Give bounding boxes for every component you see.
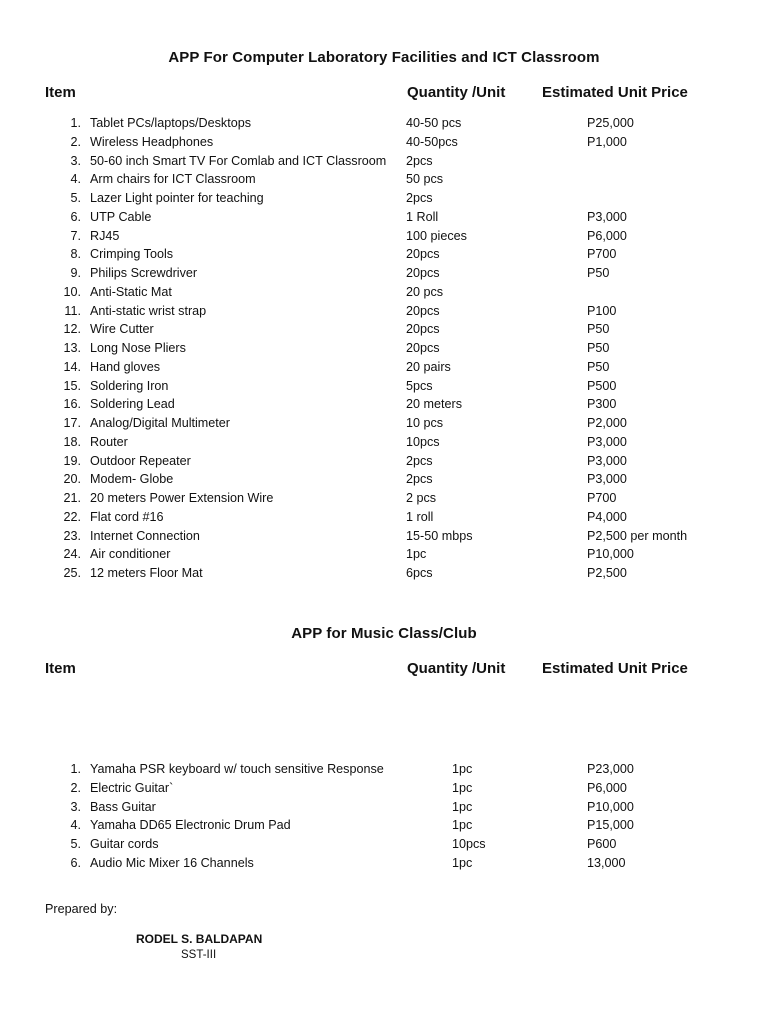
item-name: Philips Screwdriver xyxy=(90,266,198,280)
item-quantity: 1 Roll xyxy=(406,209,439,224)
item-price: P2,000 xyxy=(587,416,627,430)
table-row xyxy=(0,414,768,433)
table-row xyxy=(0,395,768,414)
table-row xyxy=(0,433,768,452)
section2-header-quantity: Quantity /Unit xyxy=(407,660,506,677)
item-name: Soldering Iron xyxy=(90,378,169,393)
item-name: Anti-Static Mat xyxy=(90,284,172,299)
section2-title: APP for Music Class/Club xyxy=(291,625,477,642)
item-number: 15. xyxy=(63,378,81,393)
section1-header-quantity: Quantity /Unit xyxy=(407,84,506,101)
table-row xyxy=(0,816,768,835)
item-name: Wireless Headphones xyxy=(90,134,214,149)
item-number: 3. xyxy=(70,799,81,814)
item-name: Guitar cords xyxy=(90,837,159,851)
item-number: 22. xyxy=(63,509,81,524)
item-name: Modem- Globe xyxy=(90,472,174,487)
table-row xyxy=(0,489,768,508)
item-quantity: 40-50 pcs xyxy=(406,116,462,130)
item-quantity: 6pcs xyxy=(406,566,433,580)
item-name: Hand gloves xyxy=(90,359,161,374)
item-price: P15,000 xyxy=(587,818,634,833)
item-number: 9. xyxy=(70,266,81,280)
item-price: P700 xyxy=(587,247,617,262)
section2-header-price: Estimated Unit Price xyxy=(542,660,688,677)
item-quantity: 20pcs xyxy=(406,303,440,318)
item-number: 16. xyxy=(63,397,81,412)
item-number: 24. xyxy=(63,547,81,562)
table-row xyxy=(0,245,768,264)
signatory-position: SST-III xyxy=(181,949,217,961)
item-name: Crimping Tools xyxy=(90,247,174,262)
item-price: P23,000 xyxy=(587,762,634,776)
item-name: Router xyxy=(90,434,128,449)
item-price: P50 xyxy=(587,266,610,280)
item-price: P500 xyxy=(587,378,617,393)
item-quantity: 1pc xyxy=(452,799,473,814)
item-number: 1. xyxy=(70,116,81,130)
item-quantity: 40-50pcs xyxy=(406,134,458,149)
section2-item-list xyxy=(0,760,768,873)
item-quantity: 20pcs xyxy=(406,266,440,280)
item-number: 5. xyxy=(70,191,81,205)
item-price: P3,000 xyxy=(587,453,627,468)
section1-title: APP For Computer Laboratory Facilities and ICT Classroom xyxy=(168,49,600,66)
item-price: P50 xyxy=(587,341,610,355)
item-quantity: 15-50 mbps xyxy=(406,528,473,543)
item-price: P50 xyxy=(587,359,610,374)
item-name: Soldering Lead xyxy=(90,397,175,412)
table-row xyxy=(0,835,768,854)
item-quantity: 1 roll xyxy=(406,509,434,524)
item-quantity: 1pc xyxy=(452,855,473,870)
item-name: Electric Guitar` xyxy=(90,780,174,795)
item-price: P6,000 xyxy=(587,228,627,243)
table-row xyxy=(0,133,768,152)
table-row xyxy=(0,798,768,817)
item-name: 20 meters Power Extension Wire xyxy=(90,491,274,505)
table-row xyxy=(0,377,768,396)
item-number: 17. xyxy=(63,416,81,430)
table-row xyxy=(0,760,768,779)
signatory-name: RODEL S. BALDAPAN xyxy=(136,932,263,946)
item-price: P600 xyxy=(587,837,617,851)
item-number: 18. xyxy=(63,434,81,449)
item-name: Lazer Light pointer for teaching xyxy=(90,191,264,205)
item-quantity: 20 pairs xyxy=(406,359,451,374)
table-row xyxy=(0,283,768,302)
table-row xyxy=(0,508,768,527)
table-row xyxy=(0,854,768,873)
item-name: Air conditioner xyxy=(90,547,171,562)
item-name: RJ45 xyxy=(90,228,120,243)
item-quantity: 10pcs xyxy=(452,837,486,851)
section1-header-item: Item xyxy=(45,84,76,101)
item-number: 19. xyxy=(63,453,81,468)
item-name: Tablet PCs/laptops/Desktops xyxy=(90,116,252,130)
item-price: P2,500 per month xyxy=(587,528,688,543)
item-name: Anti-static wrist strap xyxy=(90,303,207,318)
item-name: Outdoor Repeater xyxy=(90,453,191,468)
item-name: Yamaha PSR keyboard w/ touch sensitive Response xyxy=(90,762,384,776)
table-row xyxy=(0,452,768,471)
item-number: 3. xyxy=(70,153,81,168)
item-quantity: 20 pcs xyxy=(406,284,444,299)
item-quantity: 2pcs xyxy=(406,153,433,168)
item-price: P4,000 xyxy=(587,509,627,524)
table-row xyxy=(0,264,768,283)
item-name: Wire Cutter xyxy=(90,322,154,337)
table-row xyxy=(0,208,768,227)
item-quantity: 5pcs xyxy=(406,378,433,393)
item-quantity: 1pc xyxy=(452,762,473,776)
item-name: Long Nose Pliers xyxy=(90,341,186,355)
item-quantity: 2pcs xyxy=(406,453,433,468)
item-name: Internet Connection xyxy=(90,528,200,543)
item-name: Bass Guitar xyxy=(90,799,156,814)
item-number: 11. xyxy=(64,303,81,318)
item-number: 2. xyxy=(70,780,81,795)
table-row xyxy=(0,227,768,246)
item-quantity: 1pc xyxy=(452,818,473,833)
item-name: Audio Mic Mixer 16 Channels xyxy=(90,855,254,870)
item-price: P3,000 xyxy=(587,472,627,487)
item-quantity: 10 pcs xyxy=(406,416,444,430)
item-price: P2,500 xyxy=(587,566,627,580)
item-quantity: 2pcs xyxy=(406,191,433,205)
item-number: 6. xyxy=(70,209,81,224)
item-number: 21. xyxy=(63,491,81,505)
table-row xyxy=(0,152,768,171)
item-price: P10,000 xyxy=(587,799,634,814)
item-number: 2. xyxy=(70,134,81,149)
item-number: 7. xyxy=(70,228,81,243)
item-price: P100 xyxy=(587,303,617,318)
item-number: 10. xyxy=(63,284,81,299)
item-price: P700 xyxy=(587,491,617,505)
item-quantity: 100 pieces xyxy=(406,228,467,243)
item-quantity: 2pcs xyxy=(406,472,433,487)
item-number: 1. xyxy=(70,762,81,776)
item-quantity: 50 pcs xyxy=(406,172,444,187)
item-number: 4. xyxy=(70,172,81,187)
item-price: P6,000 xyxy=(587,780,627,795)
table-row xyxy=(0,358,768,377)
section1-header-price: Estimated Unit Price xyxy=(542,84,688,101)
section2-header-item: Item xyxy=(45,660,76,677)
table-row xyxy=(0,339,768,358)
item-name: Analog/Digital Multimeter xyxy=(90,416,230,430)
table-row xyxy=(0,779,768,798)
item-price: P3,000 xyxy=(587,209,627,224)
item-price: P10,000 xyxy=(587,547,634,562)
item-quantity: 2 pcs xyxy=(406,491,437,505)
item-number: 5. xyxy=(70,837,81,851)
item-number: 12. xyxy=(63,322,81,337)
item-number: 23. xyxy=(63,528,81,543)
table-row xyxy=(0,545,768,564)
item-quantity: 10pcs xyxy=(406,434,440,449)
item-number: 14. xyxy=(63,359,81,374)
prepared-by-label: Prepared by: xyxy=(45,902,118,916)
item-quantity: 1pc xyxy=(406,547,427,562)
table-row xyxy=(0,564,768,583)
item-quantity: 20 meters xyxy=(406,397,462,412)
item-number: 8. xyxy=(70,247,81,262)
item-name: Yamaha DD65 Electronic Drum Pad xyxy=(90,818,291,833)
item-price: P300 xyxy=(587,397,617,412)
item-number: 25. xyxy=(63,566,81,580)
table-row xyxy=(0,470,768,489)
item-number: 6. xyxy=(70,855,81,870)
item-number: 13. xyxy=(63,341,81,355)
table-row xyxy=(0,320,768,339)
item-quantity: 20pcs xyxy=(406,322,440,337)
table-row xyxy=(0,189,768,208)
table-row xyxy=(0,170,768,189)
item-price: P50 xyxy=(587,322,610,337)
section1-item-list xyxy=(0,114,768,583)
item-price: P1,000 xyxy=(587,134,627,149)
item-price: 13,000 xyxy=(587,855,626,870)
item-quantity: 20pcs xyxy=(406,341,440,355)
item-quantity: 1pc xyxy=(452,780,473,795)
item-quantity: 20pcs xyxy=(406,247,440,262)
item-price: P25,000 xyxy=(587,116,634,130)
item-name: Flat cord #16 xyxy=(90,509,164,524)
item-number: 4. xyxy=(70,818,81,833)
item-name: 12 meters Floor Mat xyxy=(90,566,203,580)
table-row xyxy=(0,114,768,133)
table-row xyxy=(0,302,768,321)
item-price: P3,000 xyxy=(587,434,627,449)
table-row xyxy=(0,527,768,546)
item-name: UTP Cable xyxy=(90,209,152,224)
item-name: Arm chairs for ICT Classroom xyxy=(90,172,256,187)
item-number: 20. xyxy=(63,472,81,487)
item-name: 50-60 inch Smart TV For Comlab and ICT Classroom xyxy=(90,153,387,168)
